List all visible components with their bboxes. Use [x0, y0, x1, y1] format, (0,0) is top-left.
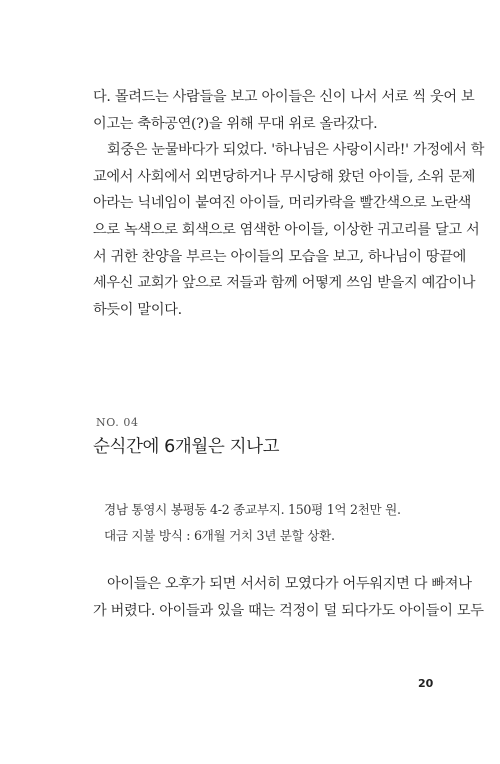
text-line: 가 버렸다. 아이들과 있을 때는 걱정이 덜 되다가도 아이들이 모두 [93, 602, 484, 619]
property-info [104, 497, 401, 549]
page-number: 20 [418, 677, 434, 690]
paragraph-2 [93, 137, 485, 323]
text-line: 다. 몰려드는 사람들을 보고 아이들은 신이 나서 서로 씩 웃어 보 [93, 89, 475, 105]
text-line: 서 귀한 찬양을 부르는 아이들의 모습을 보고, 하나님이 땅끝에 [93, 248, 467, 265]
paragraph-3 [93, 571, 484, 624]
paragraph-1 [93, 84, 475, 137]
text-line: 으로 녹색으로 회색으로 염색한 아이들, 이상한 귀고리를 달고 서 [93, 221, 480, 238]
info-line-location: 경남 통영시 봉평동 4-2 종교부지. 150평 1억 2천만 원. [104, 502, 401, 517]
text-line: 아라는 닉네임이 붙여진 아이들, 머리카락을 빨간색으로 노란색 [93, 195, 472, 212]
text-line: 교에서 사회에서 외면당하거나 무시당해 왔던 아이들, 소위 문제 [93, 168, 476, 185]
body-text-bottom [93, 571, 484, 624]
text-line: 회중은 눈물바다가 되었다. '하나님은 사랑이시라!' 가정에서 학 [107, 142, 485, 159]
text-line: 아이들은 오후가 되면 서서히 모였다가 어두워지면 다 빠져나 [107, 576, 472, 592]
text-line: 세우신 교회가 앞으로 저들과 함께 어떻게 쓰임 받을지 예감이나 [93, 275, 476, 292]
text-line: 하듯이 말이다. [93, 301, 182, 318]
text-line: 이고는 축하공연(?)을 위해 무대 위로 올라갔다. [93, 115, 378, 132]
chapter-number: NO. 04 [96, 416, 139, 429]
chapter-title: 순식간에 6개월은 지나고 [93, 437, 280, 457]
body-text-top [93, 84, 485, 323]
info-line-payment: 대금 지불 방식 : 6개월 거치 3년 분할 상환. [104, 528, 335, 543]
